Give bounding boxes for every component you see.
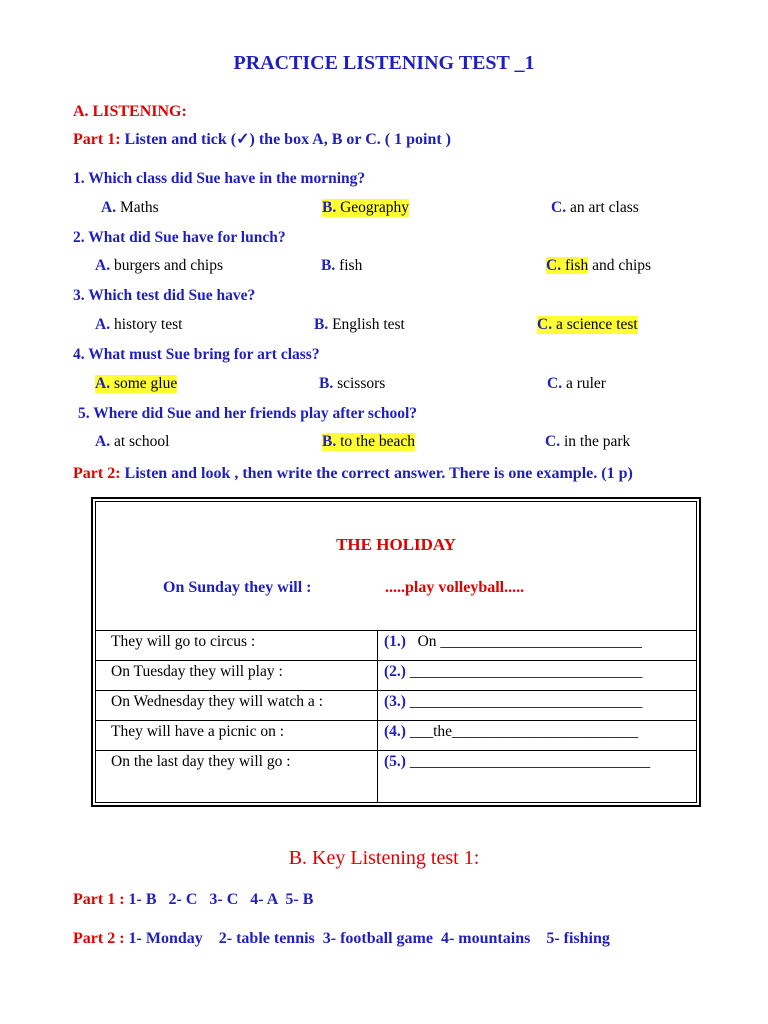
row-divider <box>96 750 696 751</box>
row-4-prompt: They will have a picnic on : <box>111 723 285 740</box>
q1-option-a: A. Maths <box>101 199 159 216</box>
row-divider <box>96 690 696 691</box>
q4-option-c: C. a ruler <box>547 375 606 392</box>
column-divider <box>377 630 378 802</box>
holiday-table-inner <box>95 501 697 803</box>
key-part2-label: Part 2 : <box>73 930 125 947</box>
question-3: 3. Which test did Sue have? <box>73 287 256 304</box>
q2-option-a: A. burgers and chips <box>95 257 224 274</box>
holiday-table <box>91 497 701 807</box>
key-part2-answers: 1- Monday 2- table tennis 3- football game 4- mountains 5- fishing <box>128 930 610 947</box>
q3-option-a: A. history test <box>95 316 183 333</box>
question-4: 4. What must Sue bring for art class? <box>73 346 320 363</box>
key-title: B. Key Listening test 1: <box>288 847 480 869</box>
page-title: PRACTICE LISTENING TEST _1 <box>233 52 535 74</box>
row-4-answer: (4.) ___the________________________ <box>384 723 639 740</box>
q1-option-b: B. Geography <box>322 199 409 216</box>
part2-instruction <box>73 465 633 483</box>
row-2-prompt: On Tuesday they will play : <box>111 663 283 680</box>
part1-label: Part 1: <box>73 131 121 148</box>
row-2-answer: (2.) ______________________________ <box>384 663 643 680</box>
example-label: On Sunday they will : <box>163 579 312 596</box>
part1-instruction <box>73 129 451 149</box>
q1-option-c: C. an art class <box>551 199 639 216</box>
q3-option-b: B. English test <box>314 316 405 333</box>
key-part2 <box>73 930 610 948</box>
q4-option-b: B. scissors <box>319 375 386 392</box>
question-5: 5. Where did Sue and her friends play after school? <box>78 405 418 422</box>
question-1: 1. Which class did Sue have in the morning? <box>73 170 366 187</box>
q2-option-c: C. fish and chips <box>546 257 652 274</box>
row-5-answer: (5.) _______________________________ <box>384 753 651 770</box>
row-1-prompt: They will go to circus : <box>111 633 256 650</box>
question-2: 2. What did Sue have for lunch? <box>73 229 286 246</box>
row-1-answer: (1.) On __________________________ <box>384 633 642 650</box>
example-answer: .....play volleyball..... <box>385 579 525 596</box>
key-part1-label: Part 1 : <box>73 891 125 908</box>
part2-text: Listen and look , then write the correct answer. There is one example. (1 p) <box>124 465 633 482</box>
row-divider <box>96 660 696 661</box>
holiday-title: THE HOLIDAY <box>336 535 456 554</box>
q3-option-c: C. a science test <box>537 316 638 333</box>
q4-option-a: A. some glue <box>95 375 178 392</box>
row-divider <box>96 630 696 631</box>
section-a-heading: A. LISTENING: <box>73 103 187 120</box>
row-5-prompt: On the last day they will go : <box>111 753 291 770</box>
key-part1 <box>73 891 313 909</box>
q5-option-c: C. in the park <box>545 433 631 450</box>
q5-option-b: B. to the beach <box>322 433 415 450</box>
q5-option-a: A. at school <box>95 433 170 450</box>
row-3-answer: (3.) ______________________________ <box>384 693 643 710</box>
row-divider <box>96 720 696 721</box>
part1-text: Listen and tick (✓) the box A, B or C. ( 1 point ) <box>124 131 451 148</box>
q2-option-b: B. fish <box>321 257 363 274</box>
key-part1-answers: 1- B 2- C 3- C 4- A 5- B <box>128 891 314 908</box>
row-3-prompt: On Wednesday they will watch a : <box>111 693 323 710</box>
part2-label: Part 2: <box>73 465 121 482</box>
